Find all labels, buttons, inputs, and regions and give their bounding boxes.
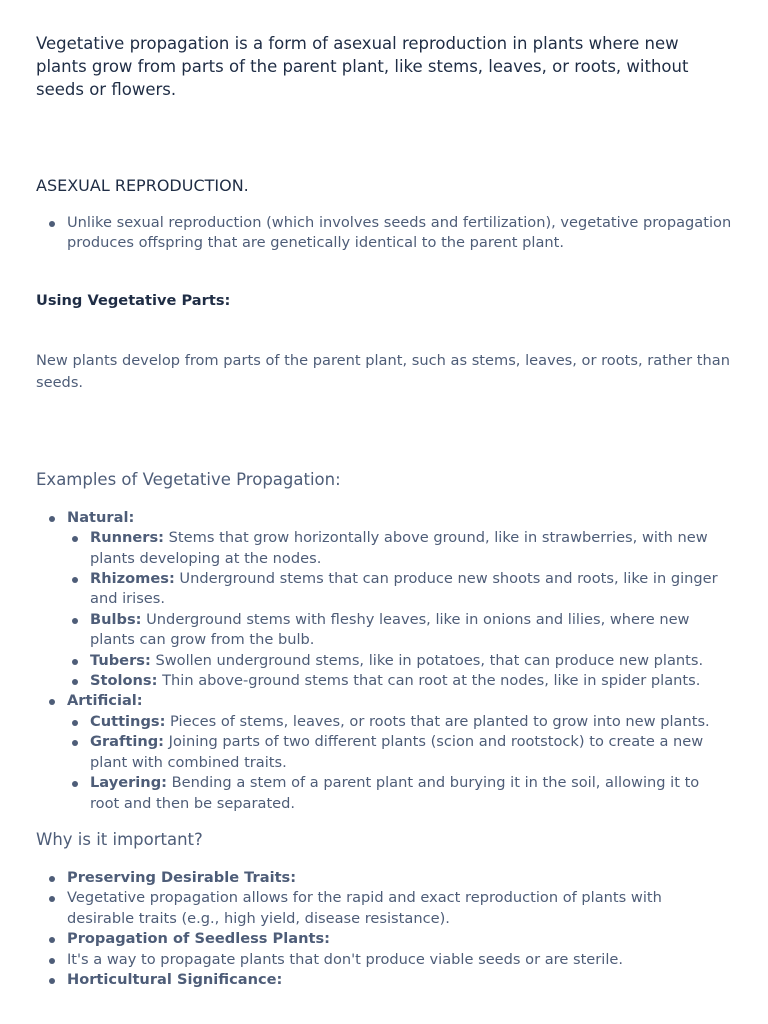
list-item <box>90 651 732 671</box>
term-description: Joining parts of two different plants (scion and rootstock) to create a new plant with combined traits. <box>90 733 704 771</box>
term-description: Underground stems that can produce new shoots and roots, like in ginger and irises. <box>90 570 718 608</box>
term-label: Tubers: <box>90 651 151 669</box>
why-heading: Why is it important? <box>36 829 203 849</box>
examples-list <box>36 508 732 814</box>
term-label: Grafting: <box>90 733 165 751</box>
point-heading: Preserving Desirable Traits: <box>67 868 297 886</box>
list-item <box>90 773 732 814</box>
list-item <box>90 671 732 691</box>
list-item: It's a way to propagate plants that don't produce viable seeds or are sterile. <box>67 950 732 970</box>
list-item <box>90 732 732 773</box>
artificial-group <box>67 691 732 813</box>
point-heading: Propagation of Seedless Plants: <box>67 930 330 948</box>
natural-list <box>67 528 732 691</box>
artificial-list <box>67 712 732 814</box>
term-description: Stems that grow horizontally above ground, like in strawberries, with new plants developing at the nodes. <box>90 529 708 567</box>
term-description: Bending a stem of a parent plant and burying it in the soil, allowing it to root and then be separated. <box>90 774 700 812</box>
term-description: Thin above-ground stems that can root at the nodes, like in spider plants. <box>157 672 701 690</box>
intro-paragraph: Vegetative propagation is a form of asexual reproduction in plants where new plants grow from parts of the parent plant, like stems, leaves, or roots, without seeds or flowers. <box>36 34 689 99</box>
term-description: Swollen underground stems, like in potatoes, that can produce new plants. <box>150 651 704 669</box>
term-description: Pieces of stems, leaves, or roots that are planted to grow into new plants. <box>165 712 710 730</box>
term-description: Underground stems with fleshy leaves, like in onions and lilies, where new plants can grow from the bulb. <box>90 610 690 649</box>
asexual-list <box>36 213 732 254</box>
list-item <box>90 528 732 569</box>
term-label: Rhizomes: <box>90 570 175 588</box>
term-label: Runners: <box>90 529 165 547</box>
natural-group <box>67 508 732 692</box>
point-heading: Horticultural Significance: <box>67 970 283 988</box>
artificial-label: Artificial: <box>67 692 143 710</box>
natural-label: Natural: <box>67 508 135 526</box>
term-label: Bulbs: <box>90 610 142 628</box>
asexual-heading: ASEXUAL REPRODUCTION. <box>36 176 249 195</box>
using-heading: Using Vegetative Parts: <box>36 291 231 309</box>
list-item: Vegetative propagation allows for the rapid and exact reproduction of plants with desirable traits (e.g., high yield, disease resistance). <box>67 888 732 929</box>
list-item <box>90 712 732 732</box>
examples-heading: Examples of Vegetative Propagation: <box>36 469 341 489</box>
why-list <box>36 868 732 990</box>
list-item <box>90 610 732 651</box>
term-label: Cuttings: <box>90 712 166 730</box>
using-paragraph: New plants develop from parts of the parent plant, such as stems, leaves, or roots, rather than seeds. <box>36 351 730 392</box>
list-item <box>67 868 732 888</box>
term-label: Layering: <box>90 774 167 792</box>
list-item: Unlike sexual reproduction (which involves seeds and fertilization), vegetative propagation produces offspring that are genetically identical to the parent plant. <box>67 213 732 254</box>
list-item <box>90 569 732 610</box>
list-item <box>67 929 732 949</box>
term-label: Stolons: <box>90 672 158 690</box>
list-item <box>67 970 732 990</box>
